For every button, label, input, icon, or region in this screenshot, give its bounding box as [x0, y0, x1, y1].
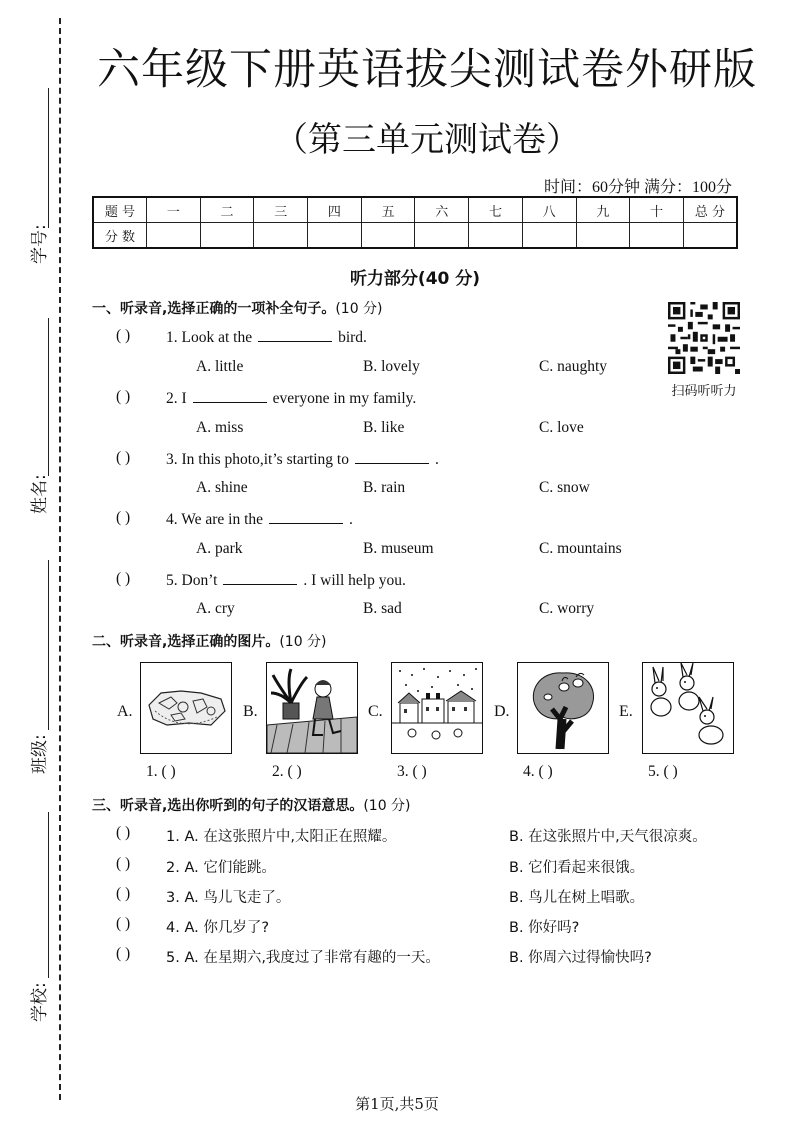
option-b: B. 鸟儿在树上唱歌。 — [509, 890, 645, 906]
table-header-cell: 题 号 — [93, 197, 147, 223]
listening-section-heading: 听力部分(40 分) — [349, 269, 481, 289]
picture-answer-5[interactable]: 5. ( ) — [648, 763, 678, 780]
picture-d-birds-in-tree — [517, 662, 609, 754]
score-cell[interactable] — [147, 223, 201, 249]
table-header-cell: 总 分 — [684, 197, 738, 223]
score-cell[interactable] — [469, 223, 523, 249]
map-illustration-icon — [141, 663, 231, 753]
option-a: A. shine — [196, 479, 248, 496]
girl-plant-illustration-icon — [267, 663, 357, 753]
part2-title: 二、听录音,选择正确的图片。 — [92, 634, 280, 650]
part1-points: (10 分) — [335, 301, 383, 317]
answer-paren[interactable]: ( ) — [116, 885, 131, 902]
option-a: 1. A. 在这张照片中,太阳正在照耀。 — [166, 829, 397, 845]
student-number-line — [48, 88, 49, 228]
option-a: 4. A. 你几岁了? — [166, 920, 270, 936]
option-b: B. lovely — [363, 358, 420, 375]
picture-label-b: B. — [243, 703, 258, 720]
picture-label-d: D. — [494, 703, 510, 720]
table-header-cell: 九 — [576, 197, 630, 223]
stem-post: everyone in my family. — [272, 390, 417, 407]
score-cell[interactable] — [684, 223, 738, 249]
picture-e-rabbits — [642, 662, 734, 754]
page-footer: 第1页,共5页 — [355, 1095, 439, 1113]
option-c: C. snow — [539, 479, 590, 496]
option-b: B. rain — [363, 479, 406, 496]
class-field[interactable] — [14, 560, 54, 778]
part2-points: (10 分) — [279, 634, 327, 650]
fill-blank[interactable] — [223, 570, 297, 585]
stem-post: bird. — [338, 329, 367, 346]
answer-paren[interactable]: ( ) — [116, 915, 131, 932]
answer-paren[interactable]: ( ) — [116, 449, 131, 466]
question-stem — [166, 449, 439, 469]
option-a: A. cry — [196, 600, 235, 617]
score-table-header-row — [93, 197, 737, 223]
option-b: B. 它们看起来很饿。 — [509, 860, 645, 876]
snowy-town-illustration-icon — [392, 663, 482, 753]
class-line — [48, 560, 49, 730]
tree-birds-illustration-icon — [518, 663, 608, 753]
score-cell[interactable] — [308, 223, 362, 249]
score-cell[interactable] — [415, 223, 469, 249]
name-line — [48, 318, 49, 476]
picture-answer-3[interactable]: 3. ( ) — [397, 763, 427, 780]
qr-code-icon[interactable] — [668, 302, 740, 374]
option-b: B. 在这张照片中,天气很凉爽。 — [509, 829, 707, 845]
table-header-cell: 一 — [147, 197, 201, 223]
score-cell[interactable] — [200, 223, 254, 249]
fill-blank[interactable] — [355, 449, 429, 464]
fill-blank[interactable] — [193, 388, 267, 403]
stem-pre: 5. Don’t — [166, 572, 218, 589]
table-header-cell: 十 — [630, 197, 684, 223]
picture-c-snowy-town — [391, 662, 483, 754]
page-subtitle: （第三单元测试卷） — [274, 120, 580, 160]
picture-answer-1[interactable]: 1. ( ) — [146, 763, 176, 780]
stem-pre: 4. We are in the — [166, 511, 264, 528]
table-header-cell: 二 — [200, 197, 254, 223]
picture-answer-4[interactable]: 4. ( ) — [523, 763, 553, 780]
option-b: B. sad — [363, 600, 402, 617]
part1-heading — [92, 298, 383, 318]
option-b: B. museum — [363, 540, 434, 557]
answer-paren[interactable]: ( ) — [116, 509, 131, 526]
answer-paren[interactable]: ( ) — [116, 327, 131, 344]
stem-pre: 1. Look at the — [166, 329, 253, 346]
picture-label-e: E. — [619, 703, 633, 720]
school-field[interactable] — [14, 812, 54, 1026]
option-c: C. love — [539, 419, 584, 436]
option-c: C. mountains — [539, 540, 622, 557]
name-field[interactable] — [14, 318, 54, 518]
name-label: 姓名: — [30, 474, 50, 514]
score-cell[interactable] — [630, 223, 684, 249]
stem-post: . — [435, 451, 439, 468]
time-info: 时间：60分钟 满分：100分 — [543, 179, 732, 196]
option-b: B. 你周六过得愉快吗? — [509, 950, 652, 966]
score-table-score-row — [93, 223, 737, 249]
table-header-cell: 五 — [361, 197, 415, 223]
option-c: C. worry — [539, 600, 595, 617]
part3-title: 三、听录音,选出你听到的句子的汉语意思。 — [92, 798, 364, 814]
option-b: B. 你好吗? — [509, 920, 580, 936]
score-cell[interactable] — [254, 223, 308, 249]
question-stem — [166, 327, 367, 347]
answer-paren[interactable]: ( ) — [116, 855, 131, 872]
picture-label-c: C. — [368, 703, 383, 720]
part2-heading — [92, 631, 327, 651]
question-stem — [166, 570, 406, 590]
student-number-label: 学号: — [30, 224, 50, 264]
score-row-label: 分 数 — [93, 223, 147, 249]
page-title: 六年级下册英语拔尖测试卷外研版 — [97, 45, 757, 95]
score-table — [92, 196, 738, 249]
table-header-cell: 八 — [522, 197, 576, 223]
answer-paren[interactable]: ( ) — [116, 945, 131, 962]
part1-title: 一、听录音,选择正确的一项补全句子。 — [92, 301, 336, 317]
picture-b-girl-with-plant — [266, 662, 358, 754]
score-cell[interactable] — [576, 223, 630, 249]
option-c: C. naughty — [539, 358, 608, 375]
option-a: A. miss — [196, 419, 244, 436]
binding-dashed-line — [59, 18, 61, 1100]
option-a: 2. A. 它们能跳。 — [166, 860, 276, 876]
part3-heading — [92, 795, 411, 815]
class-label: 班级: — [30, 734, 50, 774]
option-a: 3. A. 鸟儿飞走了。 — [166, 890, 291, 906]
student-number-field[interactable] — [14, 88, 54, 268]
picture-a-map — [140, 662, 232, 754]
table-header-cell: 四 — [308, 197, 362, 223]
stem-pre: 2. I — [166, 390, 187, 407]
score-cell[interactable] — [361, 223, 415, 249]
question-stem — [166, 388, 416, 408]
option-a: A. little — [196, 358, 244, 375]
picture-answer-2[interactable]: 2. ( ) — [272, 763, 302, 780]
stem-post: . — [349, 511, 353, 528]
school-label: 学校: — [30, 982, 50, 1022]
qr-caption: 扫码听听力 — [671, 384, 737, 399]
option-a: A. park — [196, 540, 243, 557]
answer-paren[interactable]: ( ) — [116, 388, 131, 405]
stem-post: . I will help you. — [303, 572, 406, 589]
picture-label-a: A. — [117, 703, 133, 720]
answer-paren[interactable]: ( ) — [116, 824, 131, 841]
stem-pre: 3. In this photo,it’s starting to — [166, 451, 349, 468]
table-header-cell: 三 — [254, 197, 308, 223]
question-stem — [166, 509, 353, 529]
school-line — [48, 812, 49, 978]
table-header-cell: 七 — [469, 197, 523, 223]
score-cell[interactable] — [522, 223, 576, 249]
fill-blank[interactable] — [269, 509, 343, 524]
option-b: B. like — [363, 419, 405, 436]
answer-paren[interactable]: ( ) — [116, 570, 131, 587]
part3-points: (10 分) — [363, 798, 411, 814]
table-header-cell: 六 — [415, 197, 469, 223]
fill-blank[interactable] — [258, 327, 332, 342]
rabbits-illustration-icon — [643, 663, 733, 753]
option-a: 5. A. 在星期六,我度过了非常有趣的一天。 — [166, 950, 440, 966]
